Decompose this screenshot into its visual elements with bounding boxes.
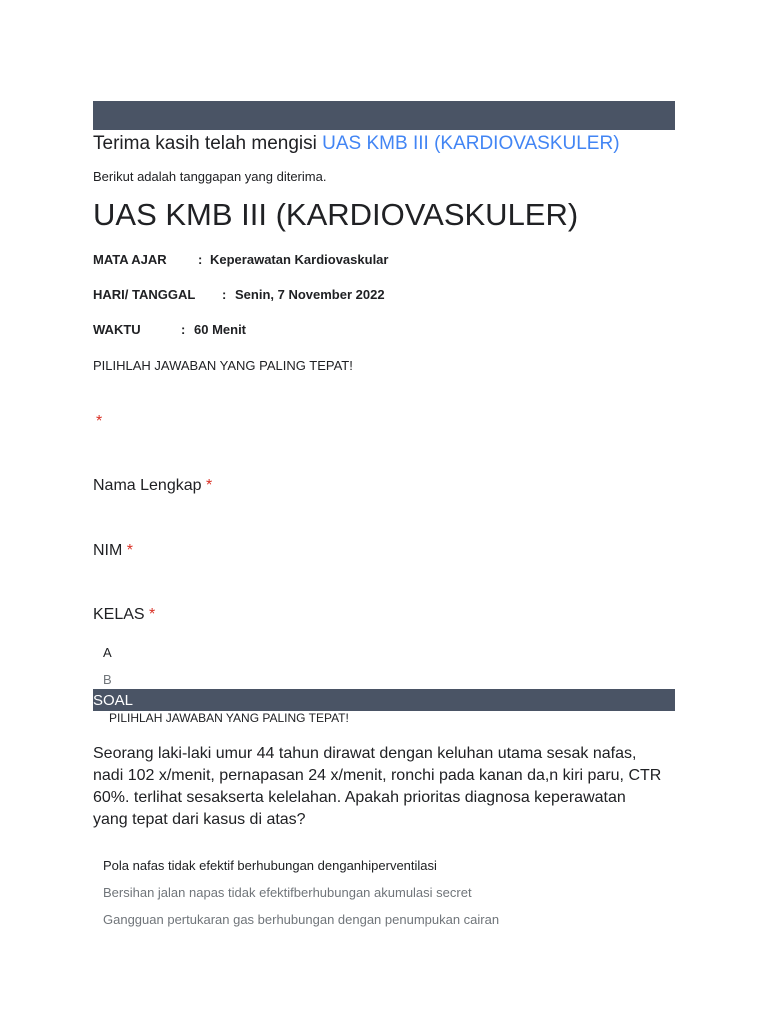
thanks-text: Terima kasih telah mengisi bbox=[93, 133, 323, 154]
answer-option-1[interactable]: Pola nafas tidak efektif berhubungan denganhiperventilasi bbox=[103, 858, 437, 873]
field-label-text: KELAS bbox=[93, 606, 145, 623]
kelas-label bbox=[93, 604, 155, 626]
meta-key: MATA AJAR bbox=[93, 252, 167, 267]
nama-lengkap-label bbox=[93, 475, 212, 497]
question-text: Seorang laki-laki umur 44 tahun dirawat dengan keluhan utama sesak nafas, nadi 102 x/menit, pernapasan 24 x/menit, ronchi pada kanan da,n kiri paru, CTR 60%. terlihat sesakserta kelelahan. Apakah prioritas diagnosa keperawatan yang tepat dari kasus di atas? bbox=[93, 745, 662, 828]
required-marker: * bbox=[126, 542, 134, 559]
response-subtitle: Berikut adalah tanggapan yang diterima. bbox=[93, 169, 327, 184]
meta-value: 60 Menit bbox=[194, 322, 247, 337]
required-marker: * bbox=[205, 477, 213, 494]
section-title: SOAL bbox=[93, 692, 134, 709]
form-instruction: PILIHLAH JAWABAN YANG PALING TEPAT! bbox=[93, 358, 353, 373]
kelas-option-b[interactable]: B bbox=[103, 672, 112, 687]
required-marker: * bbox=[96, 413, 103, 430]
meta-waktu bbox=[93, 321, 246, 339]
required-marker: * bbox=[149, 606, 156, 623]
meta-mata-ajar bbox=[93, 251, 388, 269]
field-label-text: NIM bbox=[93, 542, 123, 559]
thanks-heading bbox=[93, 131, 620, 157]
kelas-option-a[interactable]: A bbox=[103, 645, 112, 660]
form-title: UAS KMB III (KARDIOVASKULER) bbox=[93, 197, 579, 232]
meta-key: WAKTU bbox=[93, 322, 141, 337]
meta-key: HARI/ TANGGAL bbox=[93, 287, 196, 302]
meta-value: Senin, 7 November 2022 bbox=[235, 287, 385, 302]
answer-option-2[interactable]: Bersihan jalan napas tidak efektifberhubungan akumulasi secret bbox=[103, 885, 472, 900]
section-header-bar bbox=[93, 689, 675, 711]
answer-option-3[interactable]: Gangguan pertukaran gas berhubungan dengan penumpukan cairan bbox=[103, 912, 500, 927]
meta-hari-tanggal bbox=[93, 286, 385, 304]
section-description: PILIHLAH JAWABAN YANG PALING TEPAT! bbox=[109, 711, 349, 725]
form-header-bar bbox=[93, 101, 675, 130]
nim-label bbox=[93, 540, 133, 562]
field-label-text: Nama Lengkap bbox=[93, 477, 202, 494]
meta-colon: : bbox=[222, 287, 227, 302]
meta-colon: : bbox=[181, 322, 186, 337]
form-title-link[interactable]: UAS KMB III (KARDIOVASKULER) bbox=[322, 133, 620, 154]
meta-value: Keperawatan Kardiovaskular bbox=[210, 252, 389, 267]
meta-colon: : bbox=[198, 252, 203, 267]
